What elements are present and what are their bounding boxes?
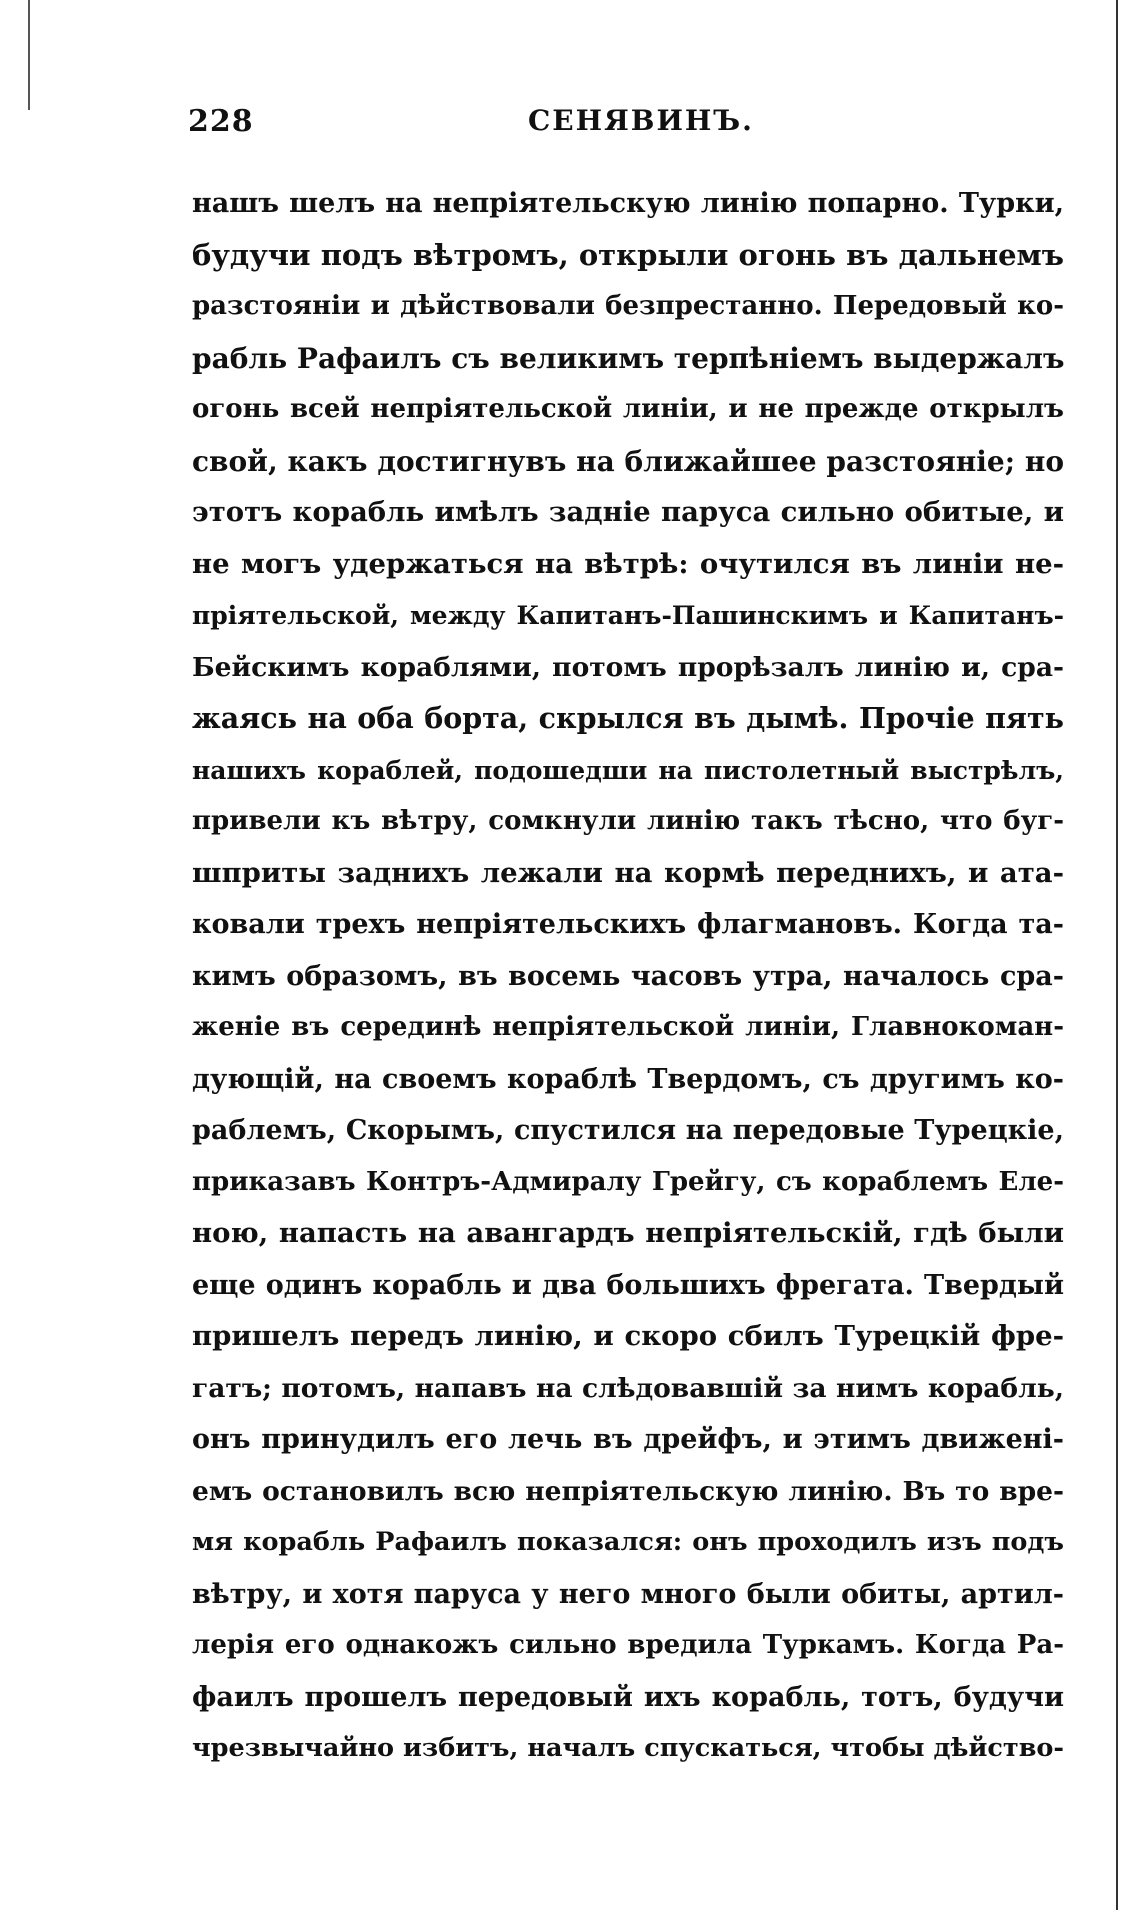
text-line: женіе въ серединѣ непріятельской линіи, Главнокоман- — [192, 1012, 1064, 1042]
running-title: СЕНЯВИНЪ. — [528, 104, 754, 137]
text-line: емъ остановилъ всю непріятельскую линію. Въ то вре- — [192, 1475, 1064, 1507]
text-line: ковали трехъ непріятельскихъ флагмановъ. Когда та- — [192, 909, 1064, 940]
running-head — [188, 104, 1068, 144]
text-line: нашъ шелъ на непріятельскую линію попарно. Турки, — [192, 188, 1064, 219]
text-line: фаилъ прошелъ передовый ихъ корабль, тотъ, будучи — [192, 1681, 1064, 1713]
page-edge-left — [28, 0, 30, 110]
text-line: еще одинъ корабль и два большихъ фрегата. Твердый — [192, 1269, 1064, 1301]
text-line: жаясь на оба борта, скрылся въ дымѣ. Прочіе пять — [192, 701, 1064, 735]
text-line: кимъ образомъ, въ восемь часовъ утра, началось сра- — [192, 960, 1064, 992]
text-line: нашихъ кораблей, подошедши на пистолетный выстрѣлъ, — [192, 755, 1064, 785]
text-line: привели къ вѣтру, сомкнули линію такъ тѣсно, что буг- — [192, 806, 1064, 836]
text-line: шприты заднихъ лежали на кормѣ переднихъ, и ата- — [192, 856, 1064, 889]
text-line: рабль Рафаилъ съ великимъ терпѣніемъ выдержалъ — [192, 341, 1064, 375]
text-line: приказавъ Контръ-Адмиралу Грейгу, съ кораблемъ Еле- — [192, 1166, 1064, 1197]
text-line: мя корабль Рафаилъ показался: онъ проходилъ изъ подъ — [192, 1527, 1064, 1557]
text-line: пришелъ передъ линію, и скоро сбилъ Турецкій фре- — [192, 1320, 1064, 1352]
body-text — [192, 178, 1064, 1775]
text-line: Бейскимъ кораблями, потомъ прорѣзалъ линію и, сра- — [192, 651, 1064, 683]
text-line: вѣтру, и хотя паруса у него много были обиты, артил- — [192, 1578, 1064, 1610]
text-line: огонь всей непріятельской линіи, и не прежде открылъ — [192, 394, 1064, 424]
text-line: чрезвычайно избитъ, началъ спускаться, чтобы дѣйство- — [192, 1733, 1064, 1763]
text-line: свой, какъ достигнувъ на ближайшее разстояніе; но — [192, 444, 1064, 478]
text-line: будучи подъ вѣтромъ, открыли огонь въ дальнемъ — [192, 237, 1064, 272]
text-line: не могъ удержаться на вѣтрѣ: очутился въ линіи не- — [192, 547, 1064, 580]
page-edge-right — [1116, 0, 1118, 1910]
text-line: разстояніи и дѣйствовали безпрестанно. Передовый ко- — [192, 291, 1064, 321]
text-line: онъ принудилъ его лечь въ дрейфъ, и этимъ движені- — [192, 1424, 1064, 1455]
text-line: этотъ корабль имѣлъ задніе паруса сильно обитые, и — [192, 496, 1064, 528]
text-line: гатъ; потомъ, напавъ на слѣдовавшій за нимъ корабль, — [192, 1372, 1064, 1404]
page-number: 228 — [188, 104, 254, 139]
text-line: раблемъ, Скорымъ, спустился на передовые Турецкіе, — [192, 1115, 1064, 1146]
text-line: лерія его однакожъ сильно вредила Туркамъ. Когда Ра- — [192, 1630, 1064, 1660]
text-line: пріятельской, между Капитанъ-Пашинскимъ и Капитанъ- — [192, 601, 1064, 630]
text-line: ною, напасть на авангардъ непріятельскій, гдѣ были — [192, 1217, 1064, 1249]
text-line: дующій, на своемъ кораблѣ Твердомъ, съ другимъ ко- — [192, 1063, 1064, 1095]
